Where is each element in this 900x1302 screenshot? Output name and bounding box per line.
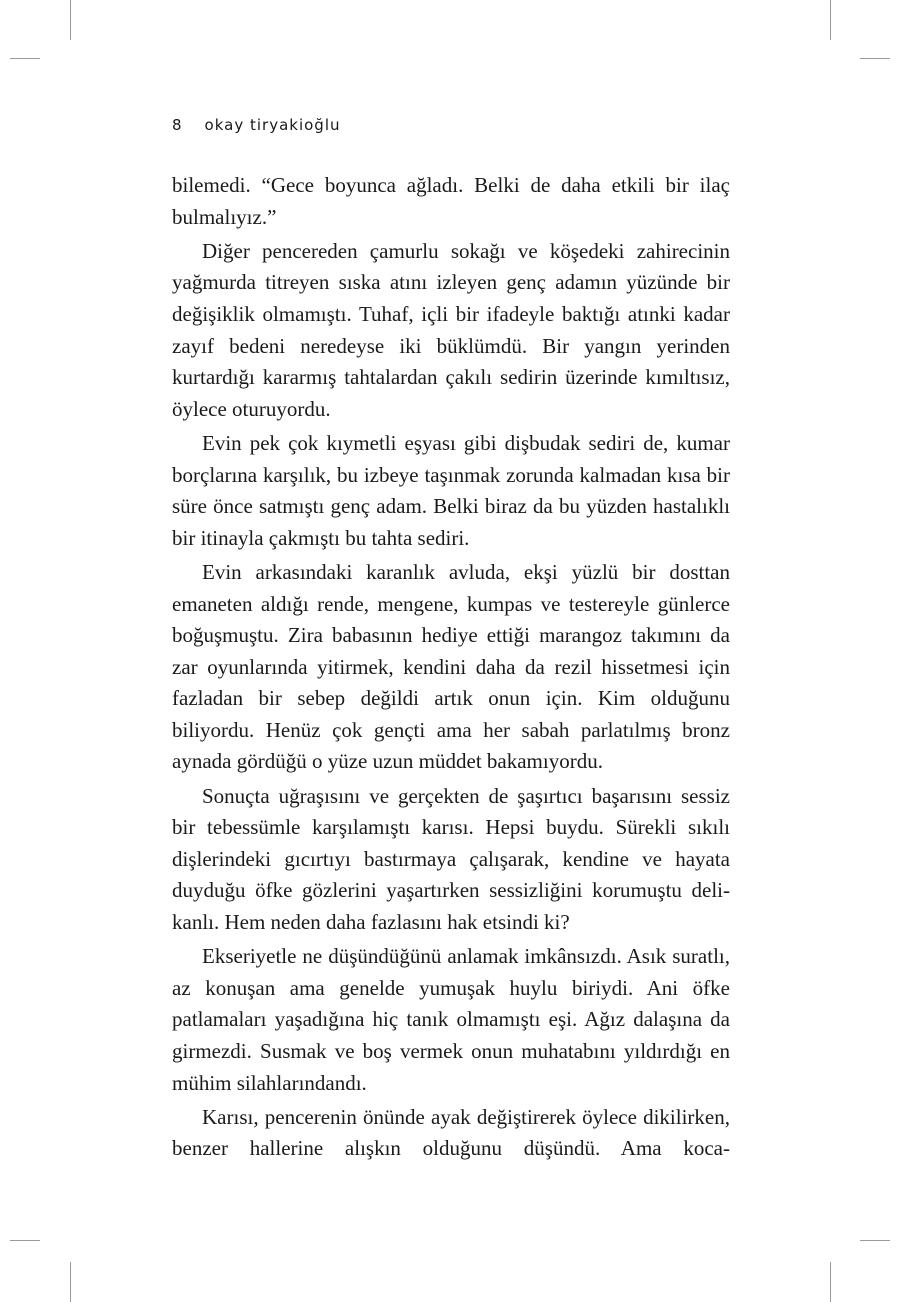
crop-mark-left-lower <box>10 1240 40 1241</box>
paragraph-5: Sonuçta uğraşısını ve gerçekten de şaşırtıcı başarısını sessiz bir tebessümle karşılamıştı karısı. Hepsi buydu. Sürekli sıkılı dişlerindeki gıcırtıyı bastırmaya çalışarak, kendine ve hayata duyduğu öfke gözlerini yaşartırken sessizliğini korumuştu delikanlı. Hem neden daha fazlasını hak etsindi ki? <box>172 783 730 935</box>
running-title: okay tiryakioğlu <box>204 116 341 134</box>
body-text <box>172 170 730 1168</box>
paragraph-6: Ekseriyetle ne düşündüğünü anlamak imkânsızdı. Asık suratlı, az konuşan ama genelde yumuşak huylu biriydi. Ani öfke patlamaları yaşadığına hiç tanık olmamıştı eşi. Ağız dalaşına da girmezdi. Susmak ve boş vermek onun muhatabını yıldırdığı en mühim silahlarındandı. <box>172 944 730 1095</box>
paragraph-4: Evin arkasındaki karanlık avluda, ekşi yüzlü bir dosttan emaneten aldığı rende, mengene, kumpas ve testereyle günlerce boğuşmuştu. Zira babasının hediye ettiği marangoz takımını da zar oyunlarında yitirmek, kendini daha da rezil hissetmesi için fazladan bir sebep değildi artık onun için. Kim olduğunu biliyordu. Henüz çok gençti ama her sabah parlatılmış bronz aynada gördüğü o yüze uzun müddet bakamıyordu. <box>172 559 730 774</box>
crop-mark-top-right <box>830 0 831 40</box>
crop-mark-left-upper <box>10 58 40 59</box>
running-header <box>172 116 341 134</box>
paragraph-7: Karısı, pencerenin önünde ayak değiştirerek öylece dikilirken, benzer hallerine alışkın olduğunu düşündü. Ama koca- <box>172 1104 730 1161</box>
crop-mark-top-left <box>70 0 71 40</box>
crop-mark-bottom-right <box>830 1262 831 1302</box>
crop-mark-right-lower <box>860 1240 890 1241</box>
paragraph-3: Evin pek çok kıymetli eşyası gibi dişbudak sediri de, kumar borçlarına karşılık, bu izbeye taşınmak zorunda kalmadan kısa bir süre önce satmıştı genç adam. Belki biraz da bu yüzden hastalıklı bir itinayla çakmıştı bu tahta sediri. <box>172 430 730 550</box>
crop-mark-right-upper <box>860 58 890 59</box>
crop-mark-bottom-left <box>70 1262 71 1302</box>
paragraph-1: bilemedi. “Gece boyunca ağladı. Belki de daha etkili bir ilaç bulmalıyız.” <box>172 173 730 229</box>
page-number: 8 <box>172 116 183 134</box>
paragraph-2: Diğer pencereden çamurlu sokağı ve köşedeki zahirecinin yağmurda titreyen sıska atını izleyen genç adamın yüzünde bir değişiklik olmamıştı. Tuhaf, içli bir ifadeyle baktığı atınki kadar zayıf bedeni neredeyse iki büklümdü. Bir yangın yerinden kurtardığı kararmış tahtalardan çakılı sedirin üzerinde kımıltısız, öylece oturuyordu. <box>172 238 730 421</box>
